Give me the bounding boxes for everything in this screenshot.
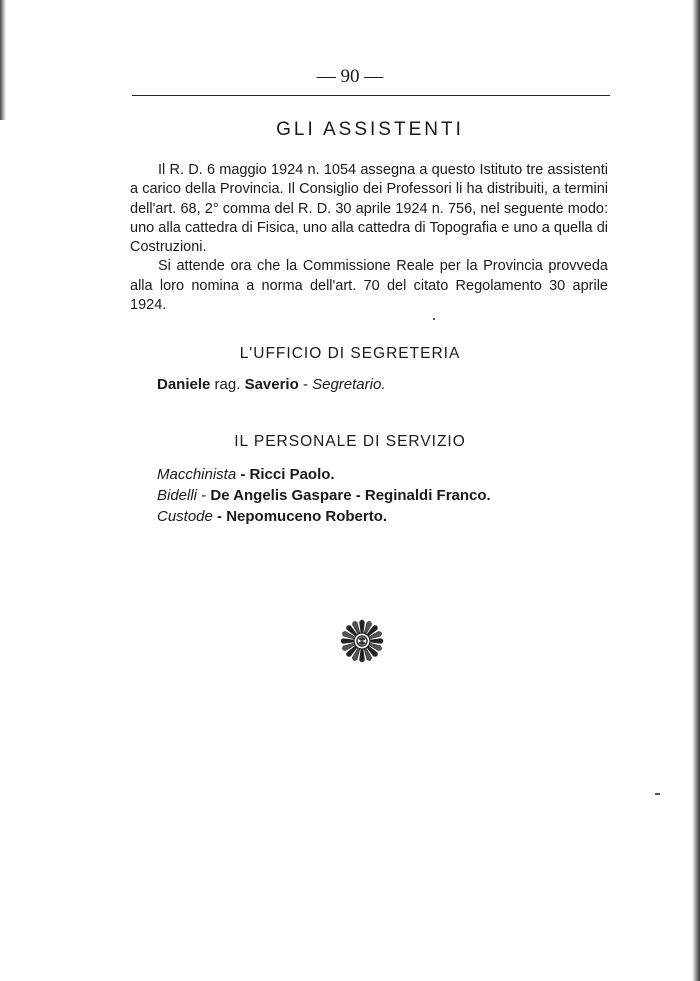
section-title-assistants: GLI ASSISTENTI — [276, 119, 464, 140]
assistants-paragraph-1: Il R. D. 6 maggio 1924 n. 1054 assegna a questo Istituto tre assistenti a carico della Provincia. Il Consiglio dei Professori li ha distribuiti, a termini dell'art. 68, 2° comma del R. D. 30 aprile 1924 n. 756, nel seguente modo: uno alla cattedra di Fisica, uno alla cattedra di Topografia e uno a quella di Costruzioni. — [130, 162, 608, 256]
assistants-paragraph-2: Si attende ora che la Commissione Reale per la Provincia provveda alla loro nomina a norma dell'art. 70 del citato Regolamento 30 aprile 1924. — [130, 258, 608, 314]
staff-names: De Angelis Gaspare - Reginaldi Franco. — [210, 487, 491, 504]
page-edge-left — [0, 0, 6, 120]
office-separator: - — [302, 376, 308, 393]
staff-separator: - — [217, 508, 223, 525]
section-title-office: L'UFFICIO DI SEGRETERIA — [239, 345, 461, 362]
page-number: — 90 — — [316, 66, 384, 87]
header-rule — [132, 95, 610, 96]
staff-separator: - — [201, 487, 207, 504]
staff-row — [157, 485, 491, 506]
assistants-body — [130, 161, 608, 315]
staff-list — [157, 464, 491, 527]
staff-names: Nepomuceno Roberto. — [226, 508, 388, 525]
paper-speck — [655, 793, 660, 795]
office-entry — [157, 376, 385, 393]
staff-role: Custode — [157, 508, 213, 525]
staff-role: Bidelli — [157, 487, 198, 504]
paper-speck — [433, 318, 435, 320]
staff-separator: - — [240, 466, 246, 483]
staff-names: Ricci Paolo. — [249, 466, 335, 483]
office-name: Saverio — [244, 376, 299, 393]
staff-row — [157, 506, 491, 527]
office-surname: Daniele — [157, 376, 211, 393]
page-edge-right — [692, 0, 700, 981]
office-role: Segretario. — [312, 376, 386, 393]
office-title-abbr: rag. — [214, 376, 241, 393]
floral-rosette-icon — [338, 617, 386, 665]
section-title-staff: IL PERSONALE DI SERVIZIO — [234, 433, 466, 450]
staff-role: Macchinista — [157, 466, 237, 483]
staff-row — [157, 464, 491, 485]
